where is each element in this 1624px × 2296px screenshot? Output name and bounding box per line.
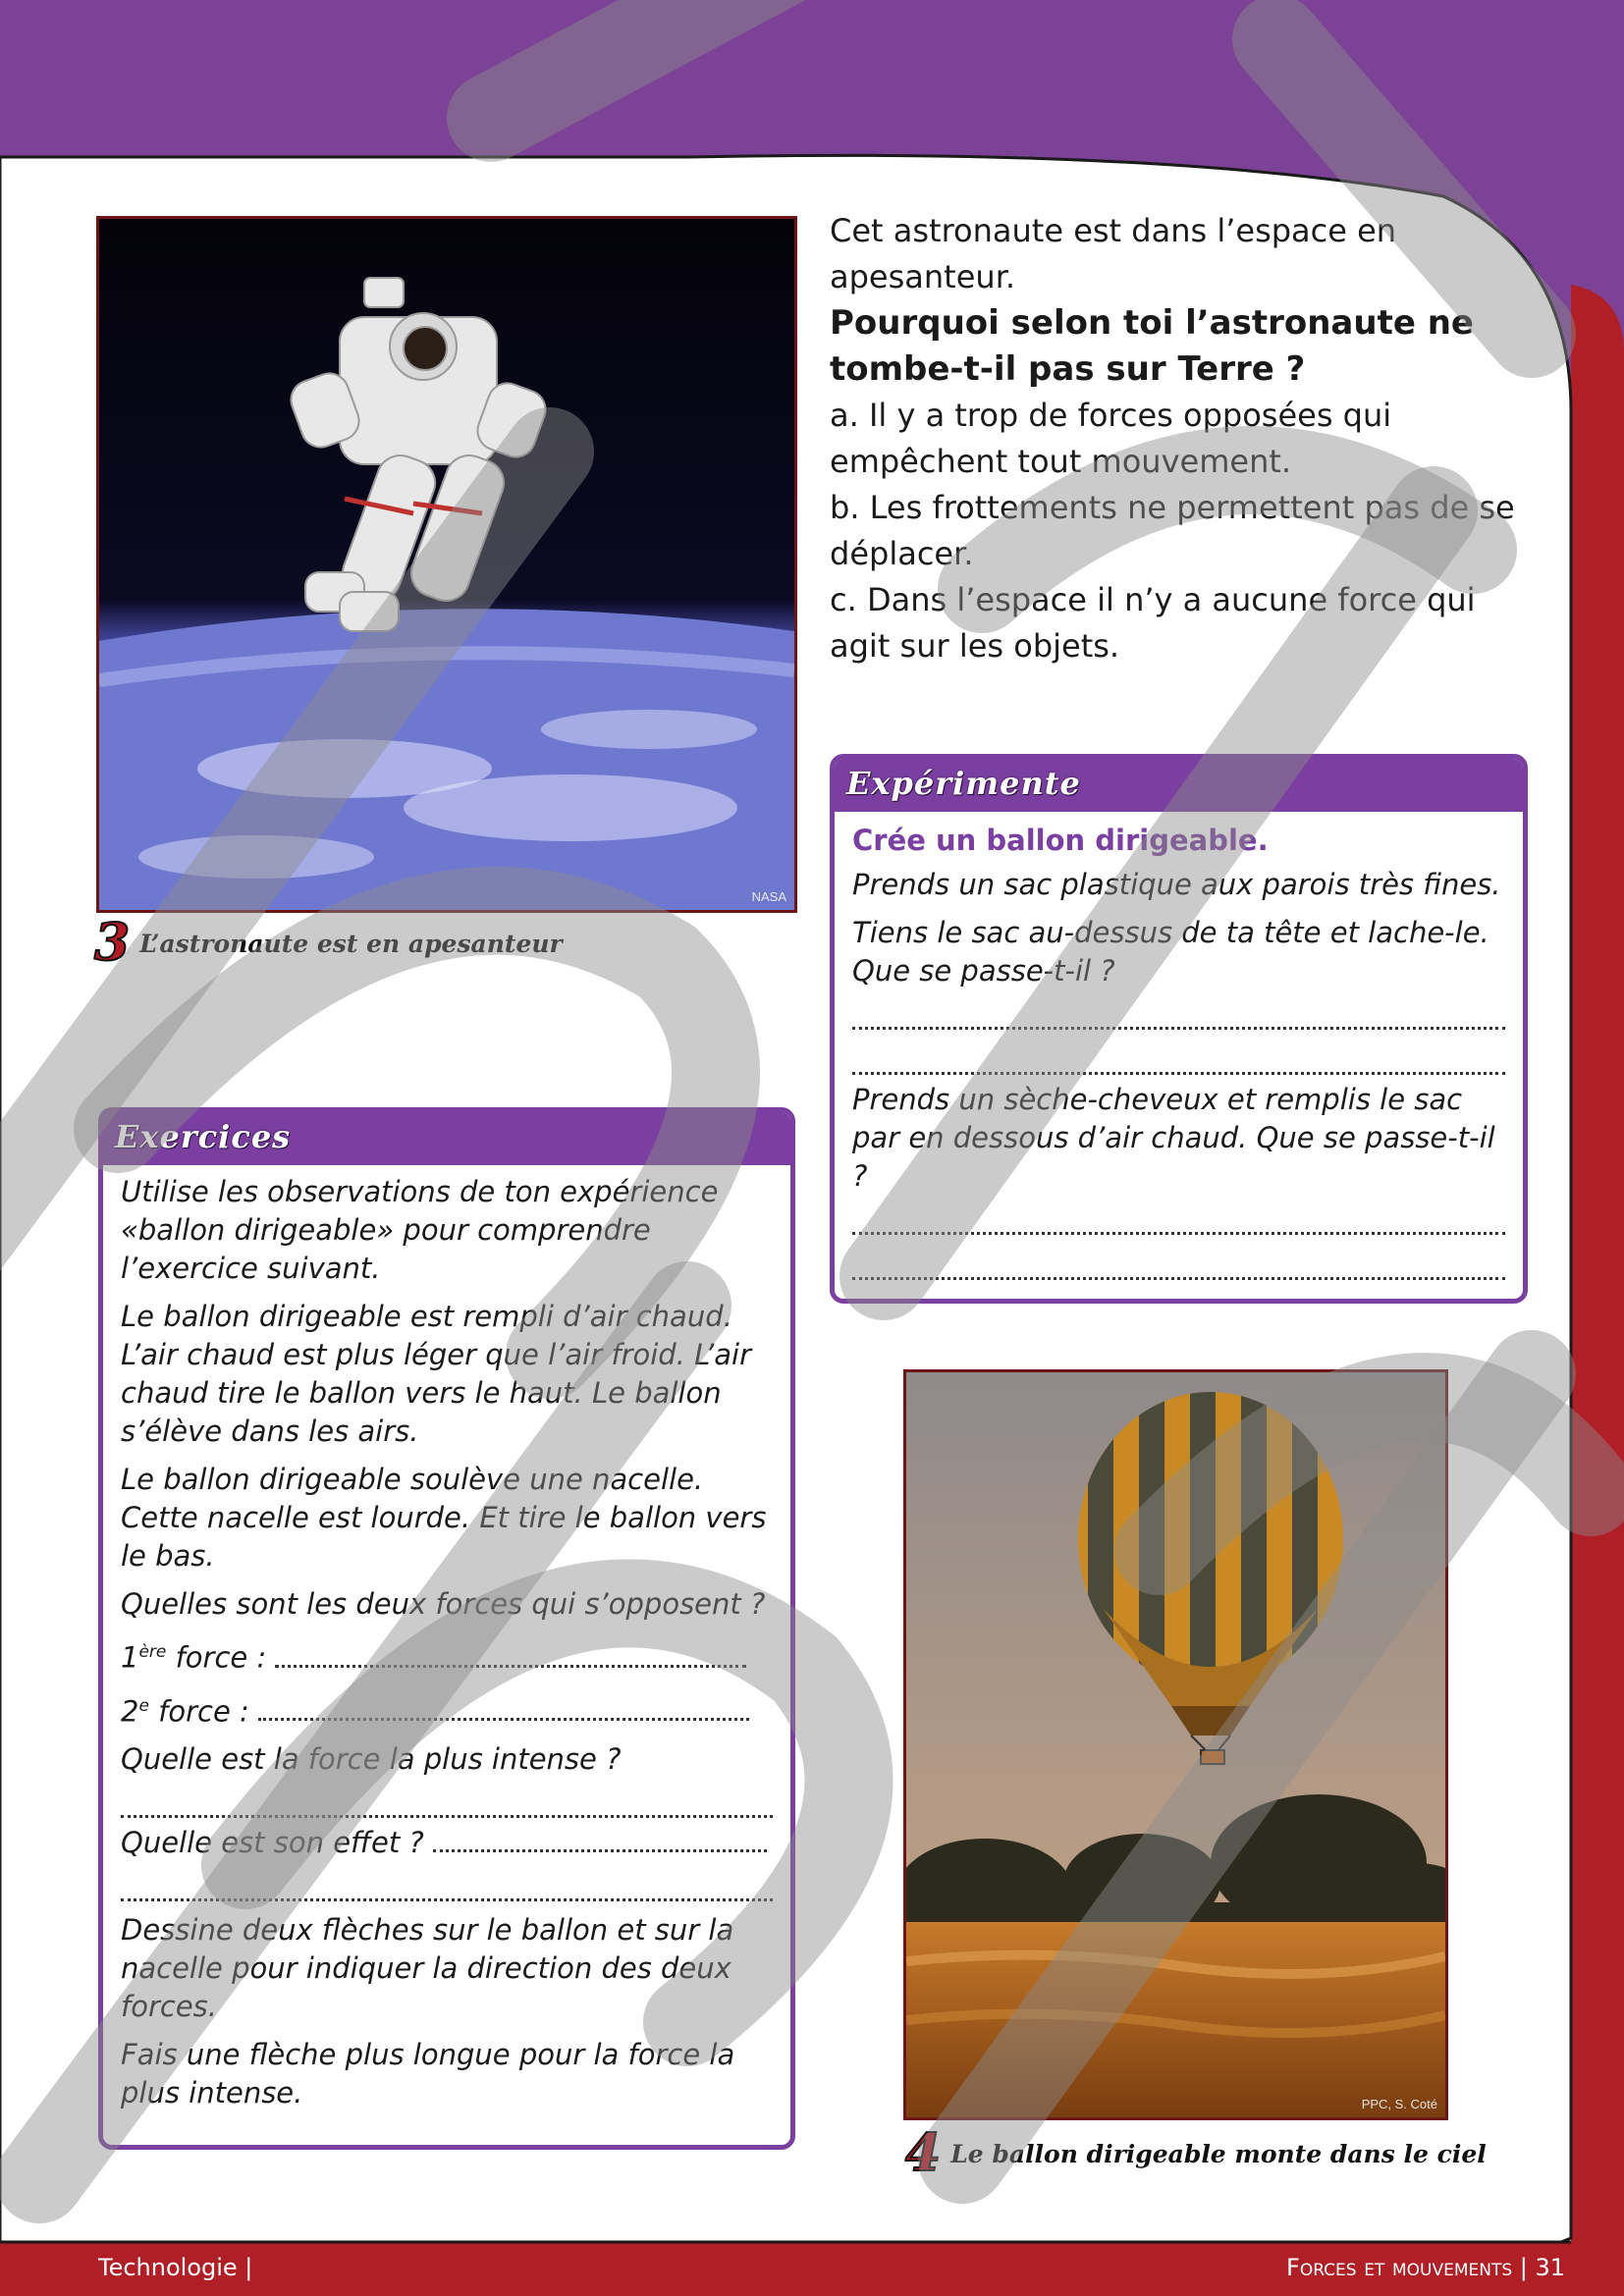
exercices-paragraph-4: Dessine deux flèches sur le ballon et sur la nacelle pour indiquer la direction des deux forces. [121,1913,734,2024]
footer-subject: Technologie | [98,2254,253,2281]
answer-line[interactable] [121,1862,773,1901]
astronaut-caption [94,913,563,973]
experimente-step-1: Prends un sac plastique aux parois très fines. [852,868,1501,901]
exercices-paragraph-2: Le ballon dirigeable est rempli d’air chaud. L’air chaud est plus léger que l’air froid. L’air chaud tire le ballon vers le haut. Le ballon s’élève dans les airs. [121,1300,752,1448]
force-1-number: 1 [121,1640,139,1675]
force-2-answer[interactable] [258,1693,749,1721]
caption-number: 4 [905,2123,942,2183]
question-option-a: a. Il y a trop de forces opposées qui empêchent tout mouvement. [830,397,1392,480]
force-1-label: force : [166,1640,276,1675]
caption-number: 3 [94,913,131,973]
experimente-step-2: Tiens le sac au-dessus de ta tête et lache-le. Que se passe-t-il ? [852,916,1489,988]
exercices-paragraph-1: Utilise les observations de ton expérience «ballon dirigeable» pour comprendre l’exercice suivant. [121,1175,719,1285]
force-2-sup: e [138,1695,149,1716]
answer-line[interactable] [121,1779,773,1818]
force-1-answer[interactable] [275,1640,746,1668]
answer-line[interactable] [852,1241,1505,1280]
experimente-step-3: Prends un sèche-cheveux et remplis le sac par en dessous d’air chaud. Que se passe-t-il ? [852,1083,1495,1193]
exercices-box [98,1107,795,2150]
balloon-image [906,1372,1445,2117]
exercices-question-intense: Quelle est la force la plus intense ? [121,1742,622,1777]
balloon-photo-credit: PPC, S. Coté [1361,2097,1437,2111]
balloon-photo [903,1369,1448,2120]
exercices-question-forces: Quelles sont les deux forces qui s’opposent ? [121,1587,766,1621]
astronaut-photo-credit: NASA [751,889,786,904]
astronaut-photo [96,216,797,913]
exercices-paragraph-5: Fais une flèche plus longue pour la force la plus intense. [121,2038,735,2110]
question-option-b: b. Les frottements ne permettent pas de se déplacer. [830,489,1515,572]
caption-text: L’astronaute est en apesanteur [139,929,563,958]
page-footer [0,2244,1624,2296]
exercices-paragraph-3: Le ballon dirigeable soulève une nacelle. Cette nacelle est lourde. Et tire le ballon vers le bas. [121,1463,767,1573]
question-intro: Cet astronaute est dans l’espace en apesanteur. [830,212,1397,295]
force-2-number: 2 [121,1694,139,1729]
astronaut-question [830,208,1517,669]
answer-line[interactable] [852,990,1505,1030]
force-1-sup: ère [138,1642,167,1662]
force-1-line [121,1633,773,1678]
effect-line [121,1824,773,1862]
question-option-c: c. Dans l’espace il n’y a aucune force qui agit sur les objets. [830,581,1476,665]
question-prompt: Pourquoi selon toi l’astronaute ne tombe-t-il pas sur Terre ? [830,303,1474,389]
answer-line[interactable] [852,1196,1505,1235]
footer-chapter-page: Forces et mouvements | 31 [1286,2254,1565,2281]
balloon-caption [905,2123,1487,2183]
experimente-box [830,754,1528,1304]
astronaut-image [99,219,794,910]
force-2-label: force : [148,1694,259,1729]
experimente-title: Expérimente [835,759,1523,812]
effect-answer[interactable] [433,1825,767,1852]
caption-text: Le ballon dirigeable monte dans le ciel [950,2139,1487,2168]
answer-line[interactable] [852,1036,1505,1075]
exercices-title: Exercices [103,1112,790,1165]
force-2-line [121,1687,773,1732]
experimente-subtitle: Crée un ballon dirigeable. [852,824,1269,857]
exercices-question-effect: Quelle est son effet ? [121,1826,434,1860]
